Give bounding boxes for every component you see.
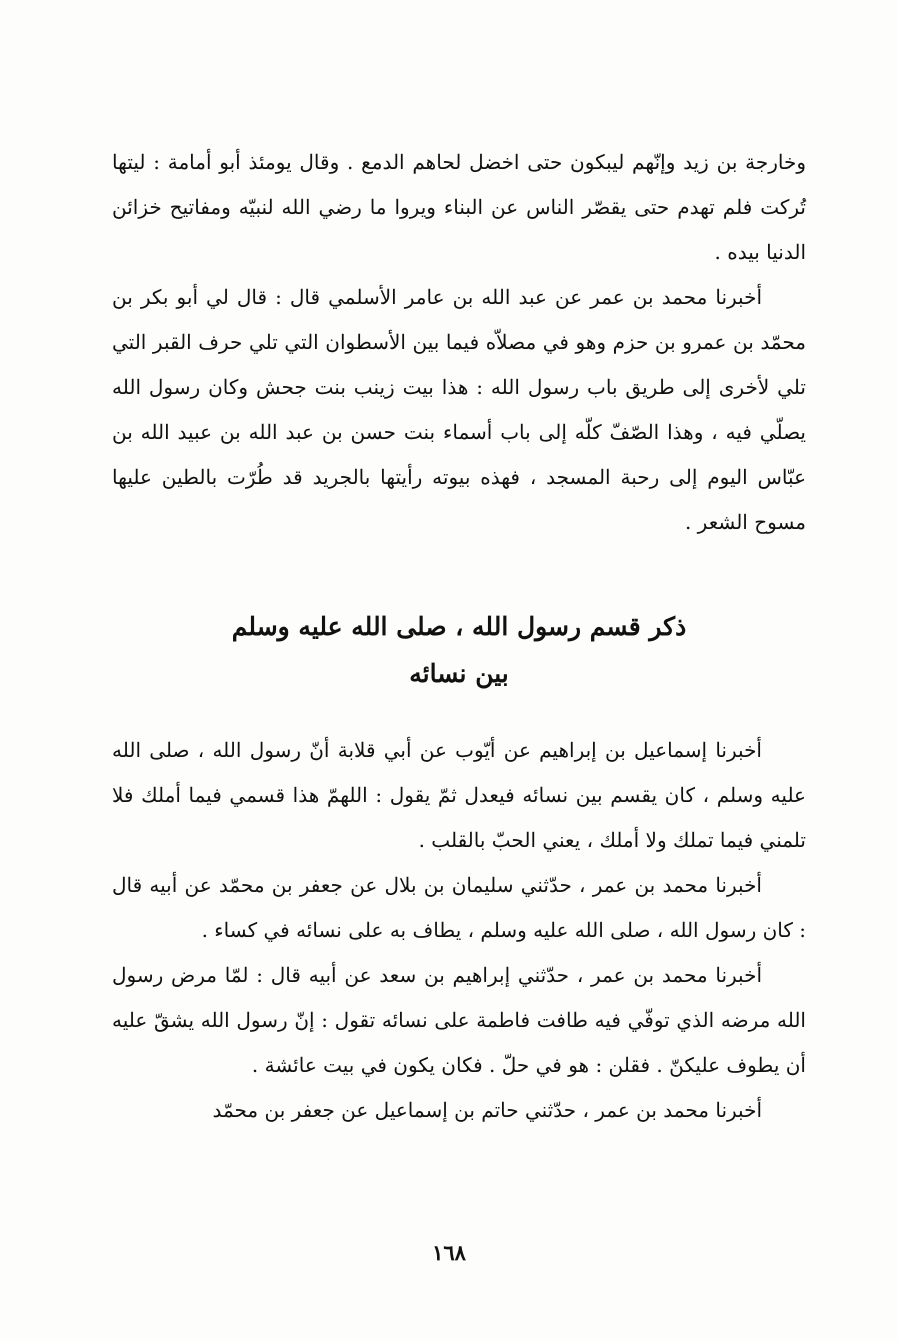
paragraph-narration: أخبرنا محمد بن عمر ، حدّثني حاتم بن إسماعيل عن جعفر بن محمّد (212, 1098, 762, 1122)
section-heading: ذكر قسم رسول الله ، صلى الله عليه وسلم (231, 612, 687, 641)
top-text-block (112, 140, 806, 545)
paragraph-narration: أخبرنا محمد بن عمر عن عبد الله بن عامر الأسلمي قال : قال لي أبو بكر بن محمّد بن عمرو بن حزم وهو في مصلاّه فيما بين الأسطوان التي تلي حرف القبر التي تلي لأخرى إلى طريق باب رسول الله : هذا بيت زينب بنت جحش وكان رسول الله يصلّي فيه ، وهذا الصّفّ كلّه إلى باب أسماء بنت حسن بن عبد الله بن عبيد الله بن عبّاس اليوم إلى رحبة المسجد ، فهذه بيوته رأيتها بالجريد قد طُرّت بالطين عليها مسوح الشعر . (112, 285, 806, 534)
page-number: ١٦٨ (432, 1240, 466, 1265)
paragraph-narration: أخبرنا محمد بن عمر ، حدّثني إبراهيم بن سعد عن أبيه قال : لمّا مرض رسول الله مرضه الذي توفّي فيه طافت فاطمة على نسائه تقول : إنّ رسول الله يشقّ عليه أن يطوف عليكنّ . فقلن : هو في حلّ . فكان يكون في بيت عائشة . (112, 963, 806, 1077)
bottom-text-block (112, 728, 806, 1133)
section-subheading: بين نسائه (409, 659, 509, 688)
paragraph-narration: أخبرنا محمد بن عمر ، حدّثني سليمان بن بلال عن جعفر بن محمّد عن أبيه قال : كان رسول الله ، صلى الله عليه وسلم ، يطاف به على نسائه في كساء . (112, 873, 806, 942)
paragraph-narration: أخبرنا إسماعيل بن إبراهيم عن أيّوب عن أبي قلابة أنّ رسول الله ، صلى الله عليه وسلم ، كان يقسم بين نسائه فيعدل ثمّ يقول : اللهمّ هذا قسمي فيما أملك فلا تلمني فيما تملك ولا أملك ، يعني الحبّ بالقلب . (112, 738, 806, 852)
paragraph-continuation: وخارجة بن زيد وإنّهم ليبكون حتى اخضل لحاهم الدمع . وقال يومئذ أبو أمامة : ليتها تُركت فلم تهدم حتى يقصّر الناس عن البناء ويروا ما رضي الله لنبيّه ومفاتيح خزائن الدنيا بيده . (112, 150, 806, 264)
